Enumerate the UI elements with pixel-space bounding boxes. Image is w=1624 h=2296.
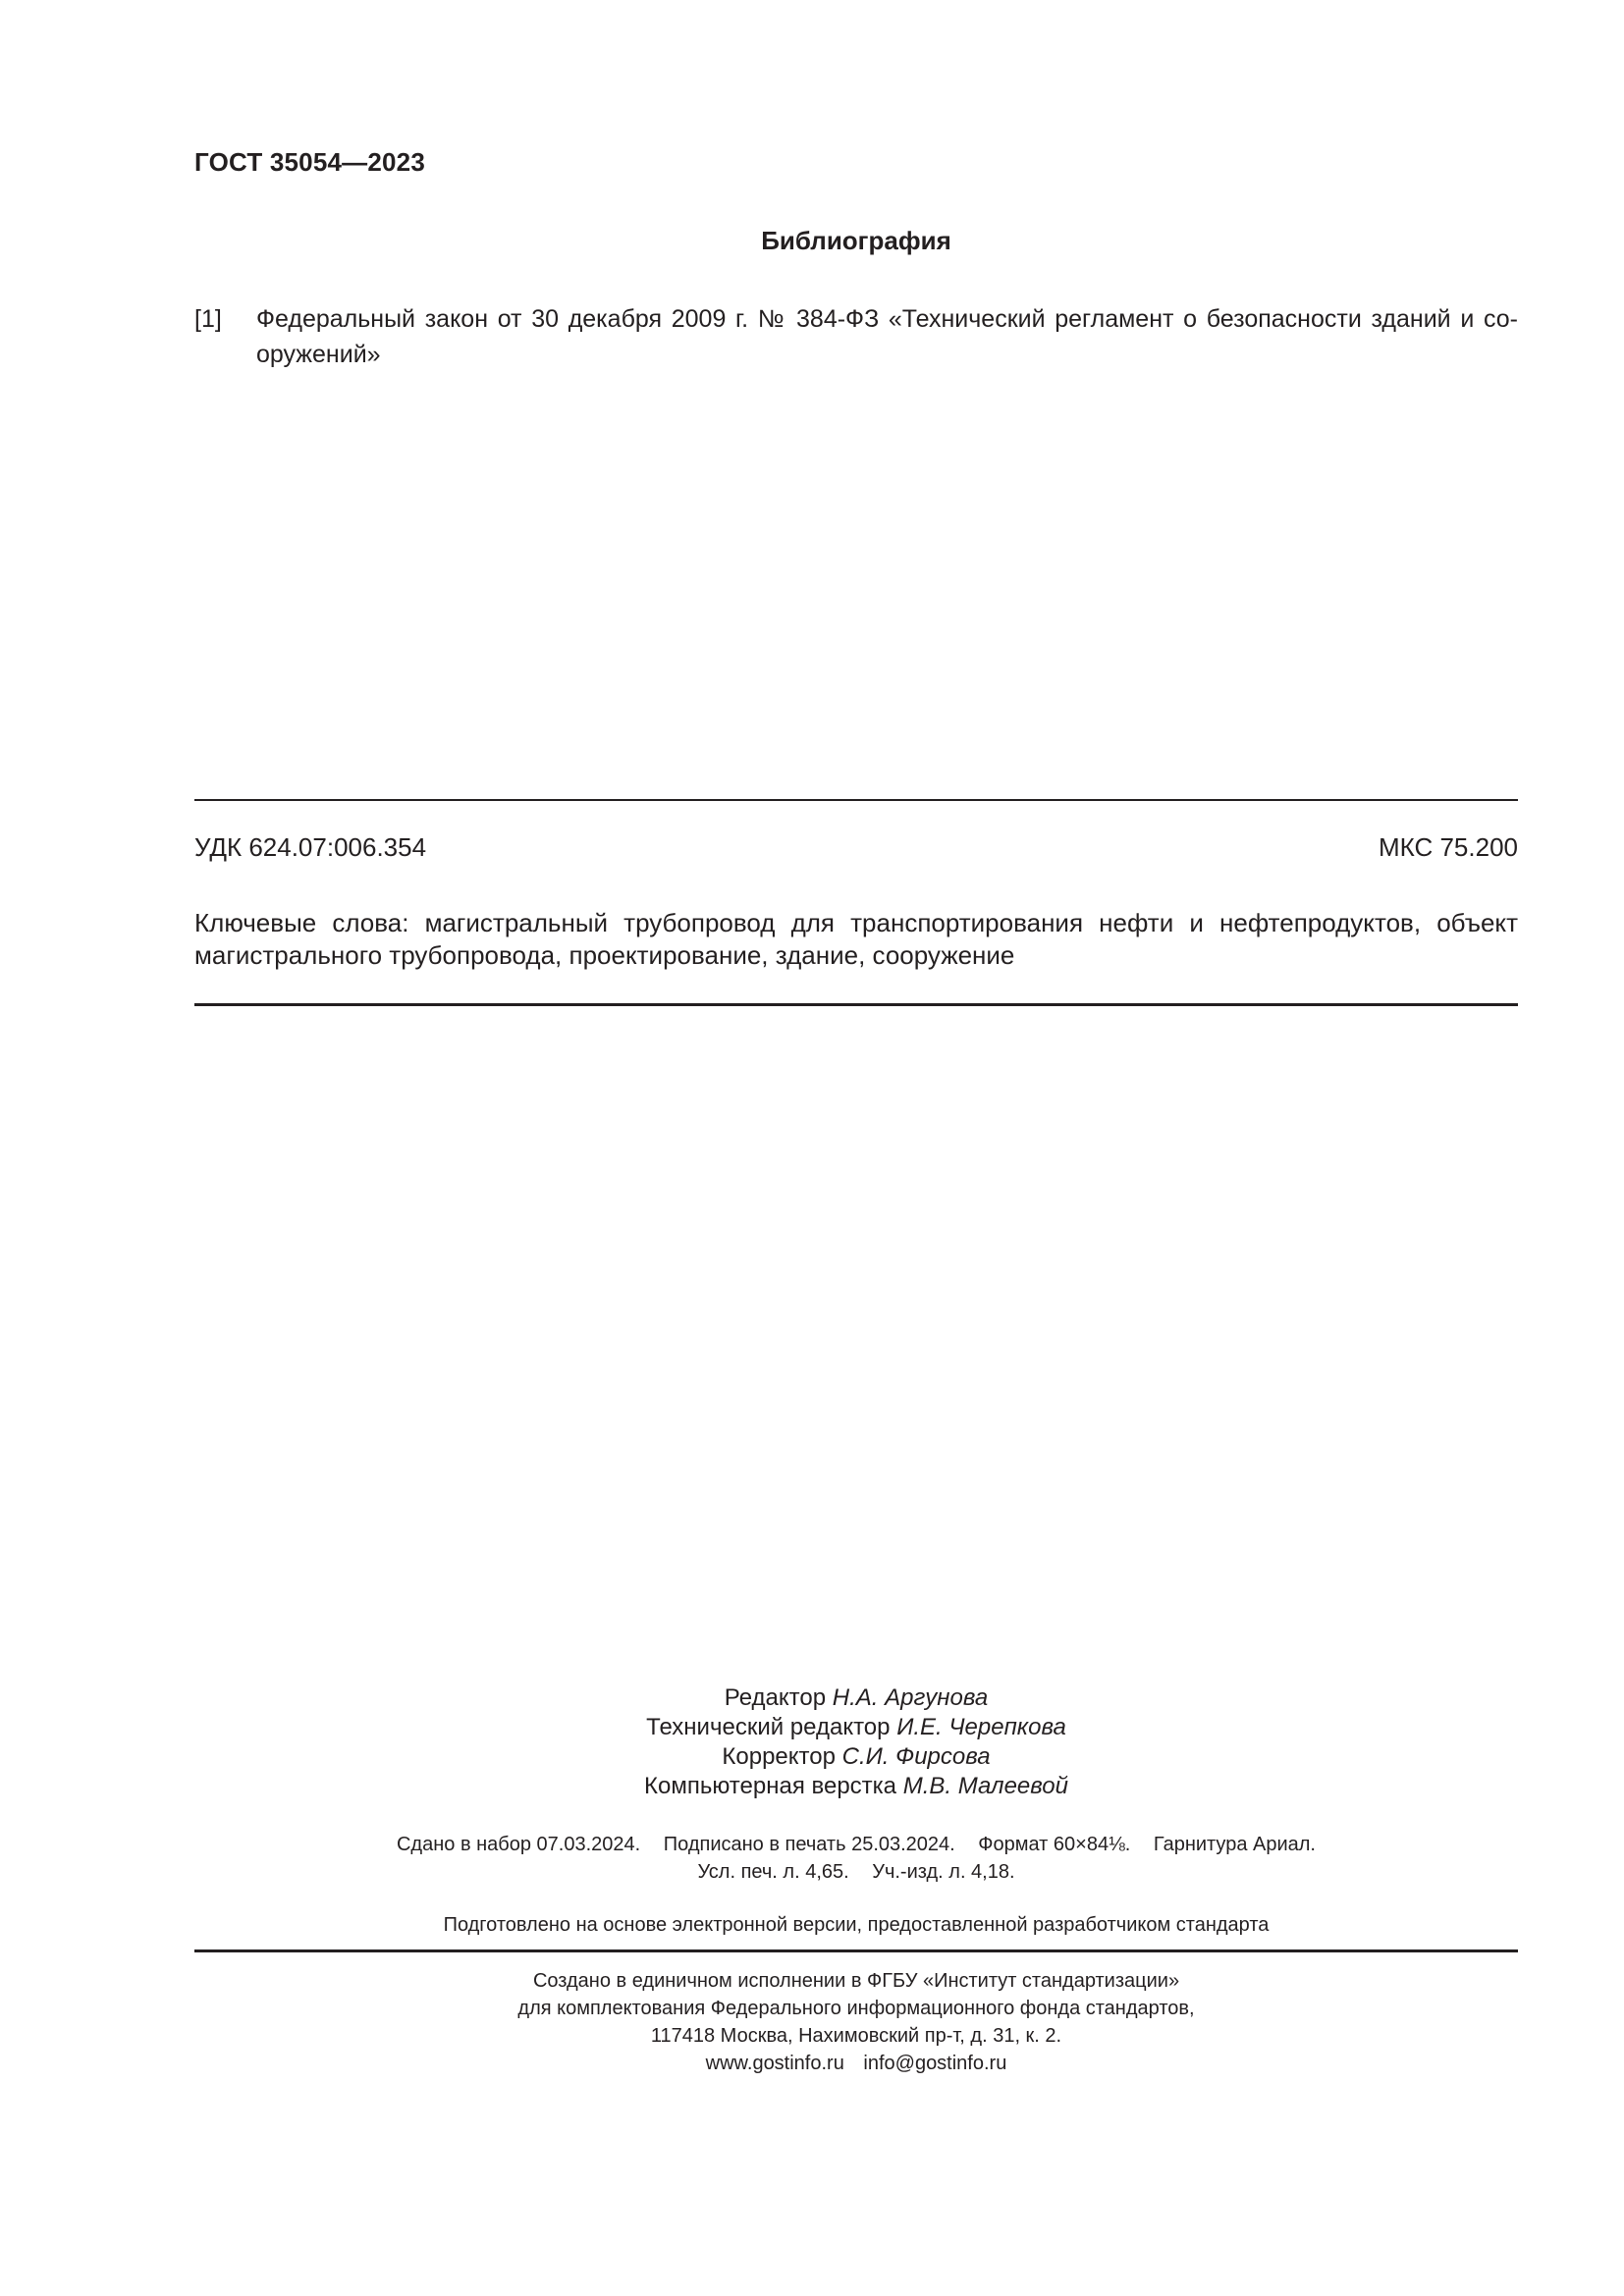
footer-line-2: для комплектования Федерального информационного фонда стандартов, — [517, 1998, 1195, 2019]
keywords: Ключевые слова: магистральный трубопровод для транспортирования нефти и нефтепродуктов, объект магистрального трубопровода, проектирование, здание, сооружение — [194, 908, 1518, 970]
paper-format: Формат 60×84⅛. — [978, 1834, 1131, 1855]
bibliography-entry-number: [1] — [194, 305, 222, 333]
credit-role: Корректор — [722, 1743, 836, 1770]
print-info — [194, 1831, 1518, 1886]
credit-tech-editor — [194, 1713, 1518, 1742]
udk-code: УДК 624.07:006.354 — [194, 832, 427, 862]
prepared-note: Подготовлено на основе электронной версии, предоставленной разработчиком стандарта — [443, 1914, 1270, 1936]
bibliography-entry — [194, 301, 1518, 372]
credit-role: Компьютерная верстка — [644, 1773, 897, 1799]
print-sheets: Усл. печ. л. 4,65. — [697, 1861, 849, 1883]
signed-date: Подписано в печать 25.03.2024. — [663, 1834, 955, 1855]
website-link[interactable]: www.gostinfo.ru — [705, 2053, 844, 2074]
footer-line-1: Создано в единичном исполнении в ФГБУ «Институт стандартизации» — [532, 1970, 1180, 1992]
credits-block — [194, 1683, 1518, 1801]
keywords-divider — [194, 1003, 1518, 1006]
typeface: Гарнитура Ариал. — [1153, 1834, 1316, 1855]
footer-contacts — [194, 2050, 1518, 2077]
edition-sheets: Уч.-изд. л. 4,18. — [872, 1861, 1015, 1883]
credit-name: И.Е. Черепкова — [896, 1714, 1066, 1740]
print-info-line-1 — [194, 1831, 1518, 1858]
mks-code: МКС 75.200 — [1378, 832, 1518, 862]
credit-proofreader — [194, 1742, 1518, 1772]
bibliography-title: Библиография — [761, 226, 951, 255]
bibliography-entry-text: Федеральный закон от 30 декабря 2009 г. № 384-ФЗ «Технический регламент о безопасности зданий и сооружений» — [256, 305, 1518, 368]
print-info-line-2 — [194, 1858, 1518, 1886]
credit-role: Технический редактор — [646, 1714, 891, 1740]
top-divider — [194, 799, 1518, 801]
email-link[interactable]: info@gostinfo.ru — [863, 2053, 1007, 2074]
credit-editor — [194, 1683, 1518, 1713]
submitted-date: Сдано в набор 07.03.2024. — [396, 1834, 641, 1855]
footer-divider — [194, 1949, 1518, 1952]
footer-line-3: 117418 Москва, Нахимовский пр-т, д. 31, к. 2. — [650, 2025, 1062, 2047]
credit-name: Н.А. Аргунова — [832, 1684, 989, 1711]
credit-layout — [194, 1772, 1518, 1801]
standard-code: ГОСТ 35054—2023 — [194, 147, 425, 177]
credit-name: М.В. Малеевой — [902, 1773, 1068, 1799]
credit-name: С.И. Фирсова — [841, 1743, 991, 1770]
publisher-footer — [194, 1967, 1518, 2077]
credit-role: Редактор — [724, 1684, 827, 1711]
